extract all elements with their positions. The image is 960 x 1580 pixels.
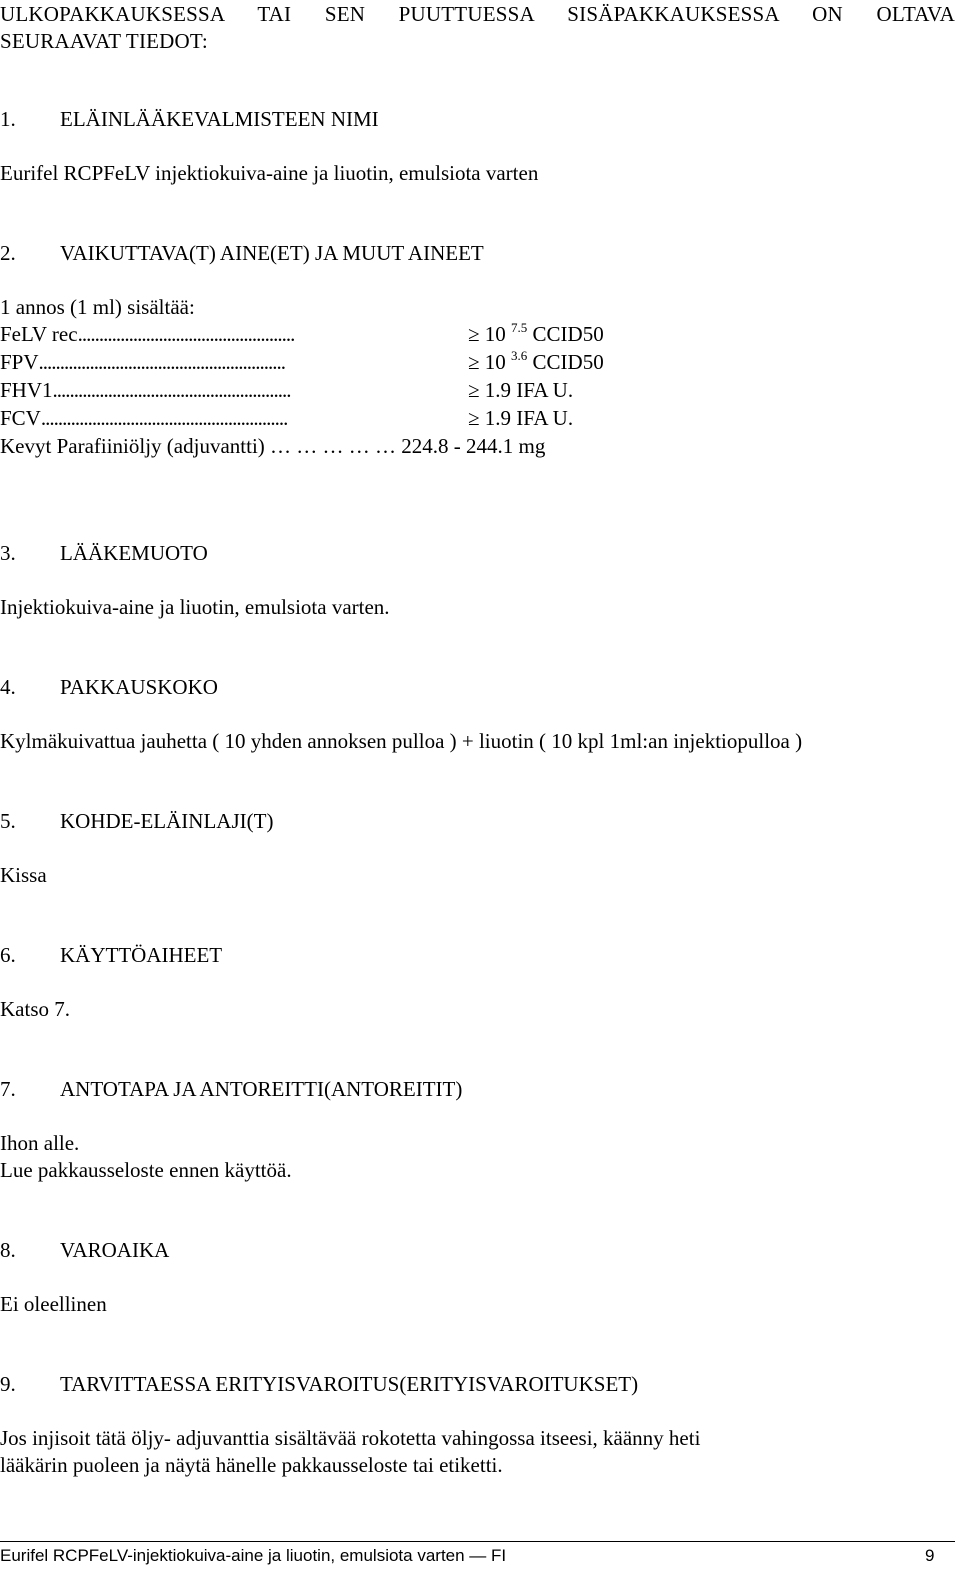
section-3-text: Injektiokuiva-aine ja liuotin, emulsiota varten.	[0, 595, 390, 619]
header-line-1: ULKOPAKKAUKSESSA TAI SEN PUUTTUESSA SISÄPAKKAUKSESSA ON OLTAVA	[0, 2, 955, 26]
section-6-text: Katso 7.	[0, 997, 70, 1021]
footer-title: Eurifel RCPFeLV-injektiokuiva-aine ja liuotin, emulsiota varten — FI	[0, 1546, 507, 1565]
page-number: 9	[925, 1546, 935, 1565]
footer-rule	[0, 1541, 955, 1542]
section-9-text-line-1: Jos injisoit tätä öljy- adjuvanttia sisältävää rokotetta vahingossa itseesi, käänny heti	[0, 1426, 701, 1450]
document-page: ULKOPAKKAUKSESSA TAI SEN PUUTTUESSA SISÄPAKKAUKSESSA ON OLTAVA SEURAAVAT TIEDOT: 1. ELÄINLÄÄKEVALMISTEEN NIMI Eurifel RCPFeLV injektiokuiva-aine ja liuotin, emulsiota varten 2. VAIKUTTAVA(T) AINE(ET) JA MUUT AINEET 1 annos (1 ml) sisältää: FeLV rec................................................... ≥ 10 $^{7.5}$ CCID50 FPV.......................................................... ≥ 10 $^{3.6}$ CCID50 FHV1........................................................ ≥ 1.9 IFA U. FCV.......................................................... ≥ 1.9 IFA U. Kevyt Parafiiniöljy (adjuvantti) … … … … … 224.8 - 244.1 mg 3. LÄÄKEMUOTO Injektiokuiva-aine ja liuotin, emulsiota varten. 4. PAKKAUSKOKO Kylmäkuivattua jauhetta ( 10 yhden annoksen pulloa ) + liuotin ( 10 kpl 1ml:an injektiopulloa ) 5. KOHDE-ELÄINLAJI(T) Kissa 6. KÄYTTÖAIHEET Katso 7. 7. ANTOTAPA JA ANTOREITTI(ANTOREITIT) Ihon alle. Lue pakkausseloste ennen käyttöä. 8. VAROAIKA Ei oleellinen 9. TARVITTAESSA ERITYISVAROITUS(ERITYISVAROITUKSET) Jos injisoit tätä öljy- adjuvanttia sisältävää rokotetta vahingossa itseesi, käänny heti lääkärin puoleen ja näytä hänelle pakkausseloste tai etiketti. Eurifel RCPFeLV-injektiokuiva-aine ja liuotin, emulsiota varten — FI 9	[0, 2, 955, 1565]
section-5-text: Kissa	[0, 863, 47, 887]
ingredient-row: FHV1........................................................	[0, 378, 291, 402]
section-1-text: Eurifel RCPFeLV injektiokuiva-aine ja liuotin, emulsiota varten	[0, 161, 539, 185]
ingredient-value: ≥ 1.9 IFA U.	[468, 406, 574, 430]
header-line-2: SEURAAVAT TIEDOT:	[0, 29, 208, 53]
ingredient-row: FPV..........................................................	[0, 350, 286, 374]
section-7-text-line-2: Lue pakkausseloste ennen käyttöä.	[0, 1158, 292, 1182]
section-9-text-line-2: lääkärin puoleen ja näytä hänelle pakkausseloste tai etiketti.	[0, 1453, 503, 1477]
ingredient-row: FeLV rec...................................................	[0, 322, 295, 346]
section-4-text: Kylmäkuivattua jauhetta ( 10 yhden annoksen pulloa ) + liuotin ( 10 kpl 1ml:an injektiopulloa )	[0, 729, 803, 753]
ingredient-value: ≥ 10 $^{7.5}$ CCID50	[468, 320, 604, 346]
ingredient-row: Kevyt Parafiiniöljy (adjuvantti) … … … … … 224.8 - 244.1 mg	[0, 434, 546, 458]
section-7-text-line-1: Ihon alle.	[0, 1131, 80, 1155]
ingredient-row: FCV..........................................................	[0, 406, 288, 430]
ingredient-value: ≥ 10 $^{3.6}$ CCID50	[468, 348, 604, 374]
section-2-text: 1 annos (1 ml) sisältää:	[0, 295, 195, 319]
ingredient-value: ≥ 1.9 IFA U.	[468, 378, 574, 402]
section-8-text: Ei oleellinen	[0, 1292, 107, 1316]
